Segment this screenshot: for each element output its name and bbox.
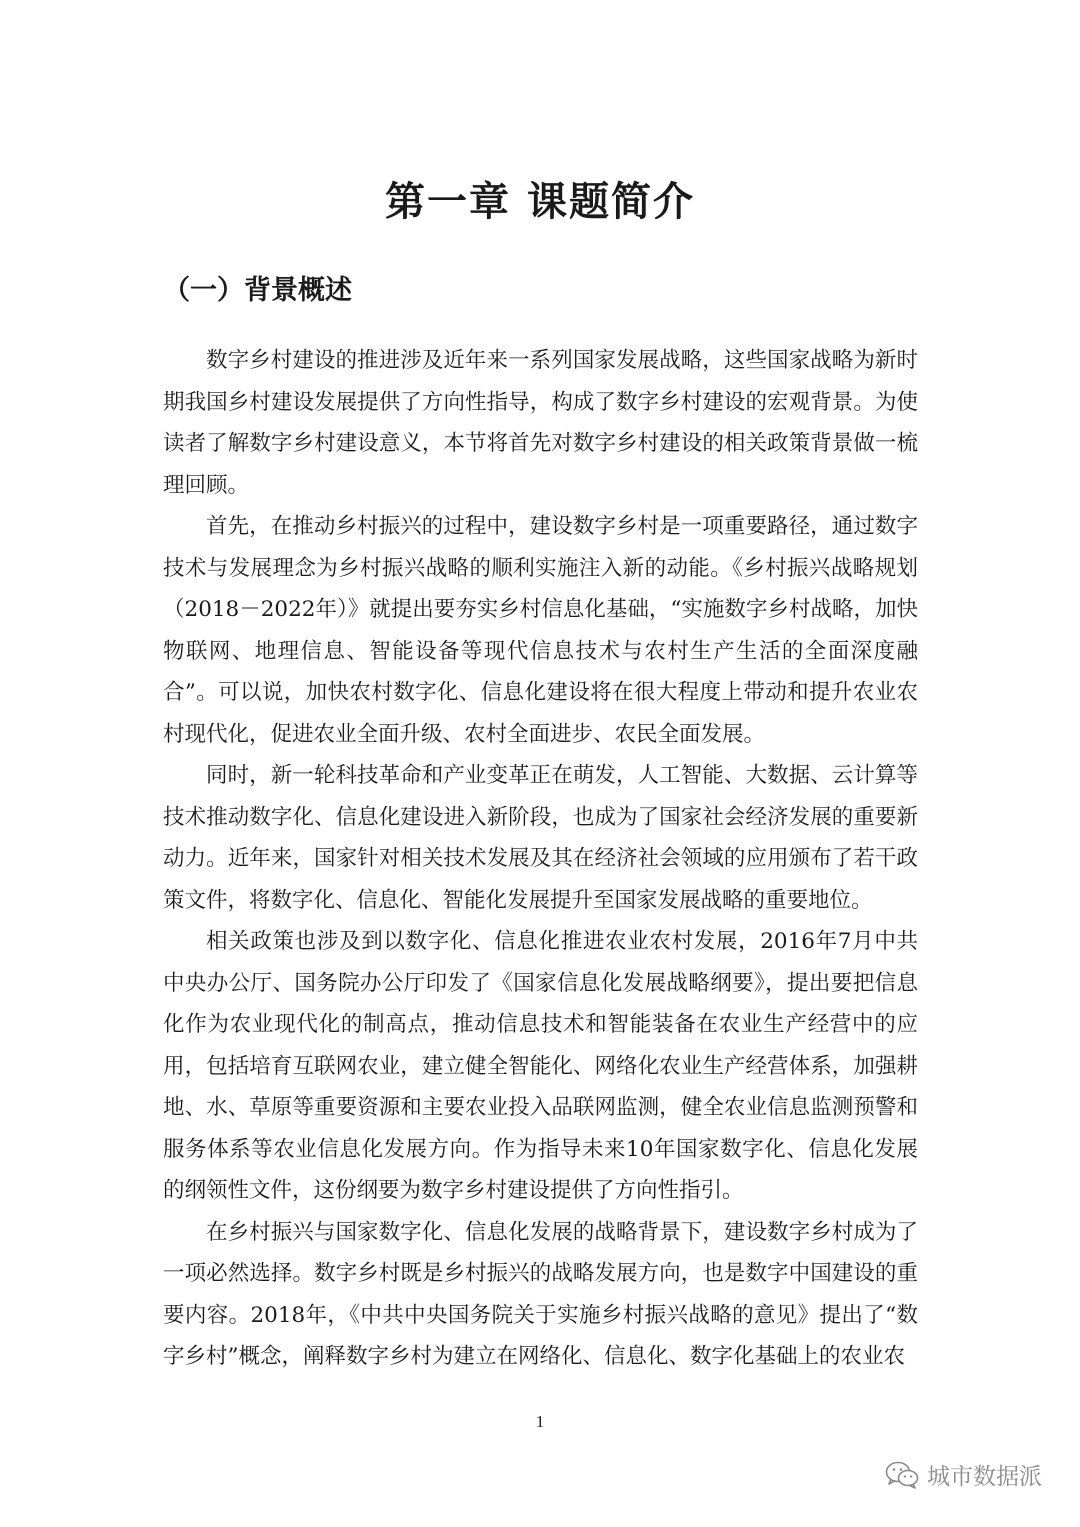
paragraph: 数字乡村建设的推进涉及近年来一系列国家发展战略，这些国家战略为新时期我国乡村建设发展提供了方向性指导，构成了数字乡村建设的宏观背景。为使读者了解数字乡村建设意义，本节将首先对数字乡村建设的相关政策背景做一梳理回顾。 [163, 348, 918, 498]
section-heading: （一）背景概述 [163, 275, 352, 306]
wechat-icon [885, 1460, 919, 1490]
watermark [885, 1458, 1042, 1491]
page-number: 1 [535, 1412, 545, 1431]
paragraph: 在乡村振兴与国家数字化、信息化发展的战略背景下，建设数字乡村成为了一项必然选择。数字乡村既是乡村振兴的战略发展方向，也是数字中国建设的重要内容。2018年，《中共中央国务院关于实施乡村振兴战略的意见》提出了“数字乡村”概念，阐释数字乡村为建立在网络化、信息化、数字化基础上的农业农 [163, 1219, 918, 1369]
paragraph: 同时，新一轮科技革命和产业变革正在萌发，人工智能、大数据、云计算等技术推动数字化、信息化建设进入新阶段，也成为了国家社会经济发展的重要新动力。近年来，国家针对相关技术发展及其在经济社会领域的应用颁布了若干政策文件，将数字化、信息化、智能化发展提升至国家发展战略的重要地位。 [163, 763, 918, 913]
paragraph: 相关政策也涉及到以数字化、信息化推进农业农村发展，2016年7月中共中央办公厅、国务院办公厅印发了《国家信息化发展战略纲要》，提出要把信息化作为农业现代化的制高点，推动信息技术和智能装备在农业生产经营中的应用，包括培育互联网农业，建立健全智能化、网络化农业生产经营体系，加强耕地、水、草原等重要资源和主要农业投入品联网监测，健全农业信息监测预警和服务体系等农业信息化发展方向。作为指导未来10年国家数字化、信息化发展的纲领性文件，这份纲要为数字乡村建设提供了方向性指引。 [163, 929, 918, 1203]
watermark-text: 城市数据派 [927, 1464, 1042, 1490]
chapter-title: 第一章 课题简介 [385, 179, 695, 225]
paragraph: 首先，在推动乡村振兴的过程中，建设数字乡村是一项重要路径，通过数字技术与发展理念为乡村振兴战略的顺利实施注入新的动能。《乡村振兴战略规划（2018－2022年）》就提出要夯实乡村信息化基础，“实施数字乡村战略，加快物联网、地理信息、智能设备等现代信息技术与农村生产生活的全面深度融合”。可以说，加快农村数字化、信息化建设将在很大程度上带动和提升农业农村现代化，促进农业全面升级、农村全面进步、农民全面发展。 [163, 514, 918, 747]
body-text [163, 340, 918, 1378]
